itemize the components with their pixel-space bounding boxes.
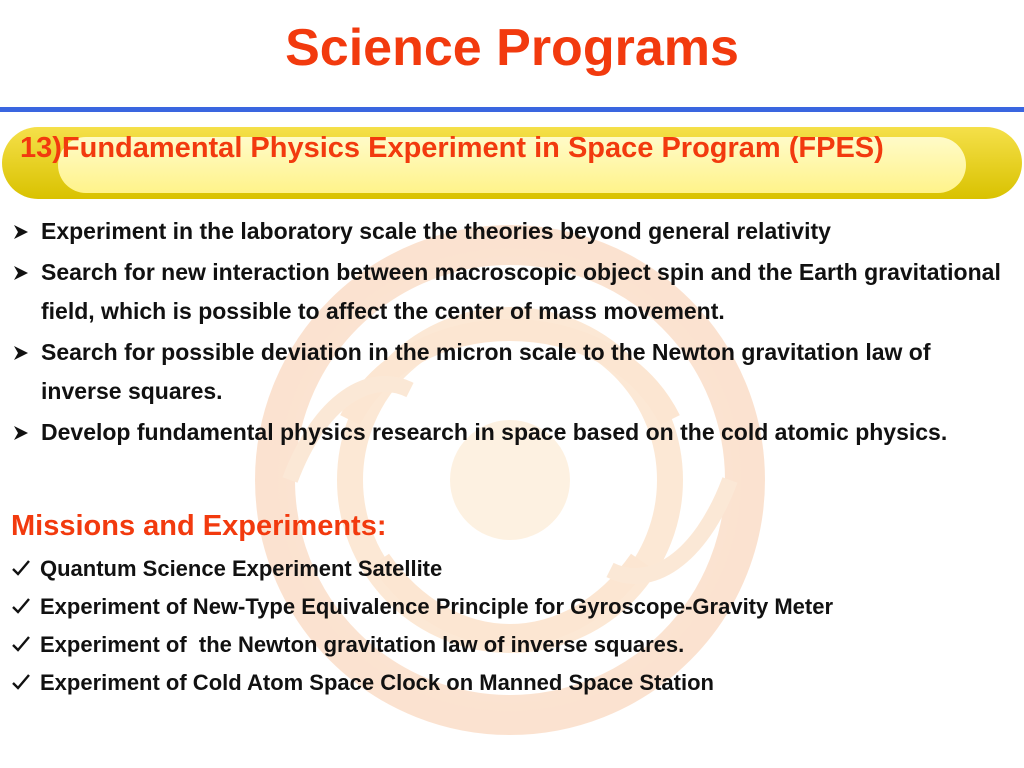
mission-text: Experiment of Cold Atom Space Clock on Manned Space Station — [40, 670, 714, 695]
checkmark-icon — [11, 672, 31, 692]
arrow-bullet-icon — [12, 344, 30, 362]
mission-item — [10, 588, 1020, 626]
title-divider — [0, 107, 1024, 112]
checkmark-icon — [11, 596, 31, 616]
objective-text: Develop fundamental physics research in space based on the cold atomic physics. — [41, 419, 948, 445]
objective-item — [10, 413, 1015, 452]
arrow-bullet-icon — [12, 264, 30, 282]
missions-list — [10, 550, 1020, 702]
program-heading: 13)Fundamental Physics Experiment in Space Program (FPES) — [20, 132, 884, 164]
missions-heading: Missions and Experiments: — [11, 510, 387, 542]
objective-item — [10, 212, 1015, 251]
objective-item — [10, 333, 1015, 411]
mission-item — [10, 550, 1020, 588]
mission-text: Experiment of the Newton gravitation law of inverse squares. — [40, 632, 685, 657]
checkmark-icon — [11, 558, 31, 578]
objective-item — [10, 253, 1015, 331]
objective-text: Experiment in the laboratory scale the theories beyond general relativity — [41, 218, 831, 244]
checkmark-icon — [11, 634, 31, 654]
mission-item — [10, 626, 1020, 664]
mission-item — [10, 664, 1020, 702]
arrow-bullet-icon — [12, 424, 30, 442]
mission-text: Experiment of New-Type Equivalence Principle for Gyroscope-Gravity Meter — [40, 594, 834, 619]
arrow-bullet-icon — [12, 223, 30, 241]
mission-text: Quantum Science Experiment Satellite — [40, 556, 443, 581]
objective-text: Search for new interaction between macroscopic object spin and the Earth gravitational field, which is possible to affect the center of mass movement. — [41, 259, 1001, 324]
objectives-list — [10, 212, 1015, 454]
objective-text: Search for possible deviation in the micron scale to the Newton gravitation law of inverse squares. — [41, 339, 931, 404]
slide-title: Science Programs — [285, 19, 739, 77]
